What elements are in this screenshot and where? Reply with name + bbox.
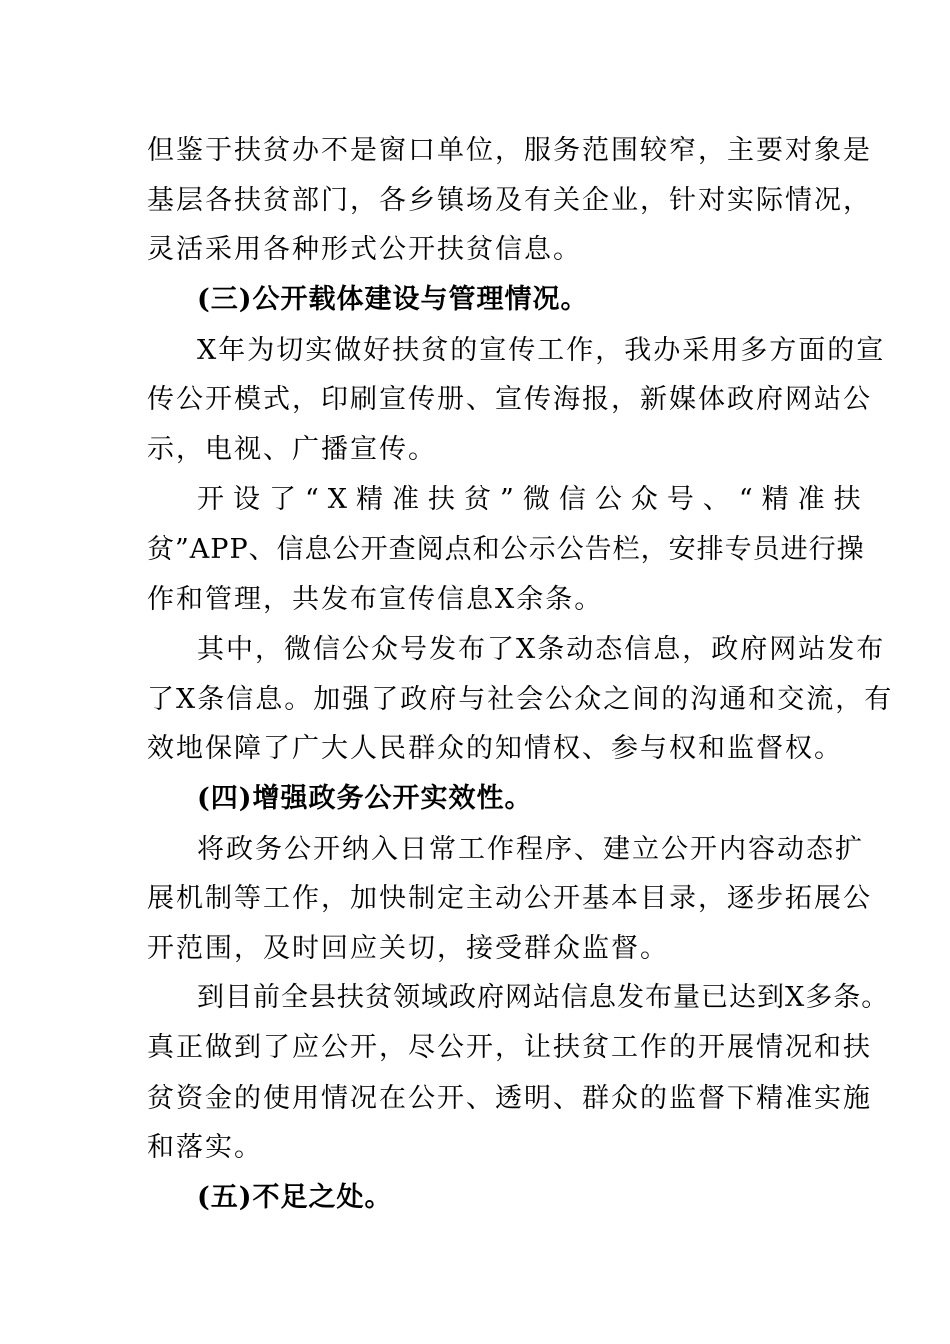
- body-line: 效地保障了广大人民群众的知情权、参与权和监督权。: [147, 733, 843, 764]
- section-heading: (四)增强政务公开实效性。: [197, 783, 533, 814]
- body-line: 其中，微信公众号发布了X条动态信息，政府网站发布: [197, 634, 886, 665]
- section-heading: (五)不足之处。: [197, 1182, 393, 1213]
- body-line: 开范围，及时回应关切，接受群众监督。: [147, 933, 669, 964]
- body-line: 贫”APP、信息公开查阅点和公示公告栏，安排专员进行操: [147, 534, 865, 565]
- body-line: 灵活采用各种形式公开扶贫信息。: [147, 234, 582, 265]
- body-line: 真正做到了应公开，尽公开，让扶贫工作的开展情况和扶: [147, 1032, 872, 1063]
- body-line: 传公开模式，印刷宣传册、宣传海报，新媒体政府网站公: [147, 384, 872, 415]
- body-line: 了X条信息。加强了政府与社会公众之间的沟通和交流，有: [147, 684, 894, 715]
- body-line: 展机制等工作，加快制定主动公开基本目录，逐步拓展公: [147, 883, 872, 914]
- section-heading: (三)公开载体建设与管理情况。: [197, 284, 589, 315]
- body-line: 和落实。: [147, 1132, 263, 1163]
- body-line: 但鉴于扶贫办不是窗口单位，服务范围较窄，主要对象是: [147, 135, 872, 166]
- body-line: 示，电视、广播宣传。: [147, 434, 437, 465]
- body-line: 贫资金的使用情况在公开、透明、群众的监督下精准实施: [147, 1083, 872, 1114]
- body-line: X年为切实做好扶贫的宣传工作，我办采用多方面的宣: [197, 335, 886, 366]
- body-line: 将政务公开纳入日常工作程序、建立公开内容动态扩: [197, 834, 864, 865]
- body-line: 作和管理，共发布宣传信息X余条。: [147, 584, 604, 615]
- body-line: 开设了“X精准扶贫”微信公众号、“精准扶: [197, 484, 870, 515]
- body-line: 到目前全县扶贫领域政府网站信息发布量已达到X多条。: [197, 982, 890, 1013]
- body-line: 基层各扶贫部门，各乡镇场及有关企业，针对实际情况，: [147, 185, 872, 216]
